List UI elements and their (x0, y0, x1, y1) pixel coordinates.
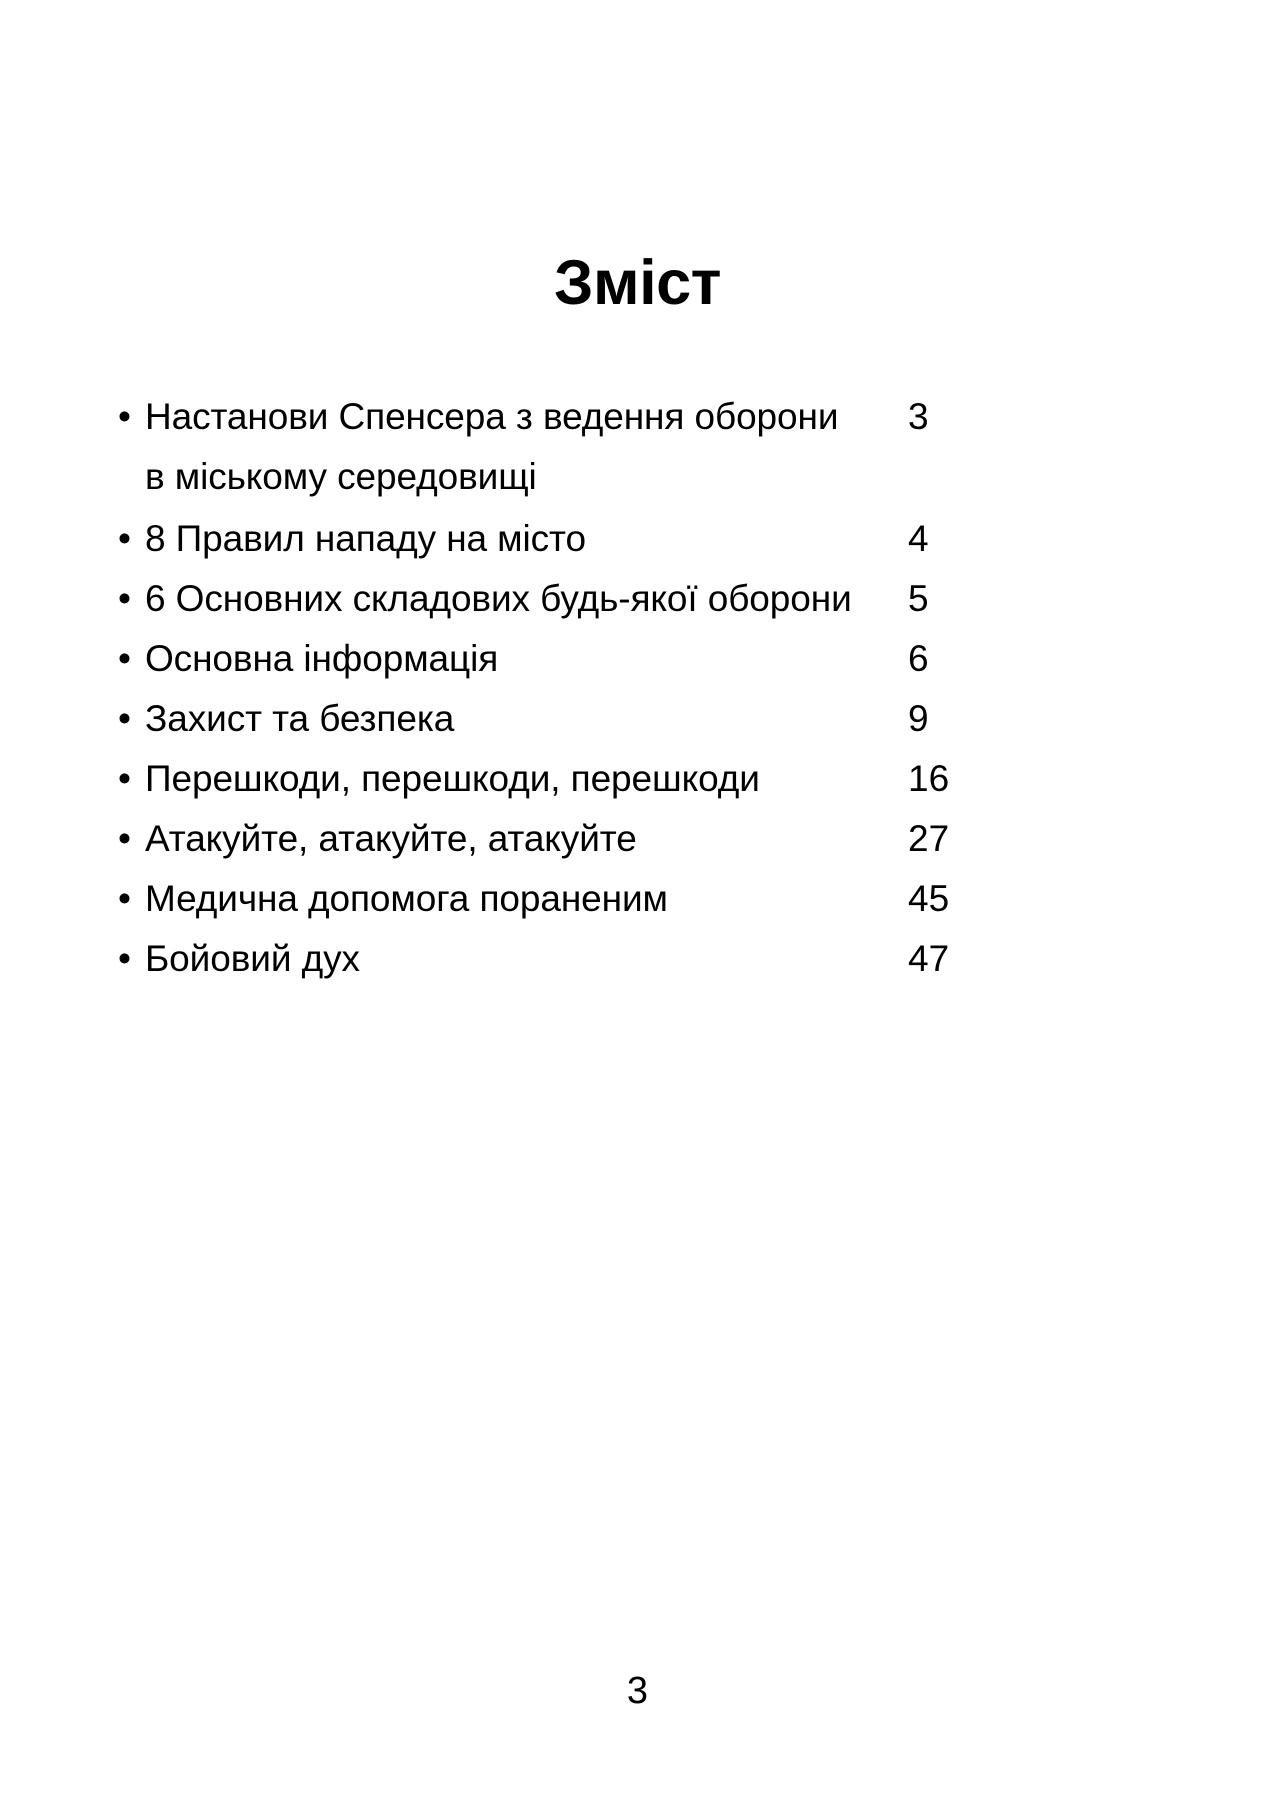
toc-row-continuation (118, 452, 1158, 514)
toc-entry-page-number: 5 (908, 578, 929, 619)
bullet-icon: • (118, 758, 131, 799)
page-number-footer: 3 (626, 1670, 649, 1712)
toc-entry-label: Атакуйте, атакуйте, атакуйте (145, 818, 637, 859)
list-item[interactable] (118, 574, 1158, 634)
list-item[interactable] (118, 634, 1158, 694)
toc-entry-page-number: 6 (908, 638, 929, 679)
list-item[interactable] (118, 514, 1158, 574)
toc-row[interactable] (118, 514, 1158, 574)
list-item[interactable] (118, 754, 1158, 814)
bullet-icon: • (118, 818, 131, 859)
toc-entry-label-continuation: в міському середовищі (145, 456, 537, 497)
toc-entry-page-number: 4 (908, 518, 929, 559)
toc-row[interactable] (118, 754, 1158, 814)
list-item[interactable] (118, 814, 1158, 874)
toc-row[interactable] (118, 814, 1158, 874)
bullet-icon: • (118, 638, 131, 679)
toc-entry-label: Основна інформація (145, 638, 499, 679)
bullet-icon: • (118, 878, 131, 919)
bullet-icon: • (118, 578, 131, 619)
toc-row[interactable] (118, 634, 1158, 694)
list-item[interactable] (118, 874, 1158, 934)
toc-entry-label: Захист та безпека (145, 698, 455, 739)
toc-entry-page-number: 45 (908, 878, 950, 919)
toc-entry-label: Настанови Спенсера з ведення оборони (145, 396, 839, 437)
list-item[interactable] (118, 392, 1158, 514)
bullet-icon: • (118, 938, 131, 979)
bullet-icon: • (118, 518, 131, 559)
toc-entry-page-number: 3 (908, 396, 929, 437)
toc-entry-page-number: 47 (908, 938, 950, 979)
toc-entry-label: Перешкоди, перешкоди, перешкоди (145, 758, 760, 799)
bullet-icon: • (118, 698, 131, 739)
toc-row[interactable] (118, 694, 1158, 754)
toc-row[interactable] (118, 392, 1158, 452)
toc-row[interactable] (118, 934, 1158, 994)
toc-entry-page-number: 9 (908, 698, 929, 739)
toc-entry-label: Бойовий дух (145, 938, 360, 979)
page-title: Зміст (554, 248, 721, 319)
toc-entry-label: 6 Основних складових будь-якої оборони (145, 578, 852, 619)
toc-entry-page-number: 27 (908, 818, 950, 859)
list-item[interactable] (118, 694, 1158, 754)
list-item[interactable] (118, 934, 1158, 994)
toc-entry-label: 8 Правил нападу на місто (145, 518, 586, 559)
toc-entry-page-number: 16 (908, 758, 950, 799)
toc-row[interactable] (118, 874, 1158, 934)
bullet-icon: • (118, 396, 131, 437)
toc-entry-label: Медична допомога пораненим (145, 878, 668, 919)
toc-row[interactable] (118, 574, 1158, 634)
table-of-contents-list (118, 392, 1158, 994)
